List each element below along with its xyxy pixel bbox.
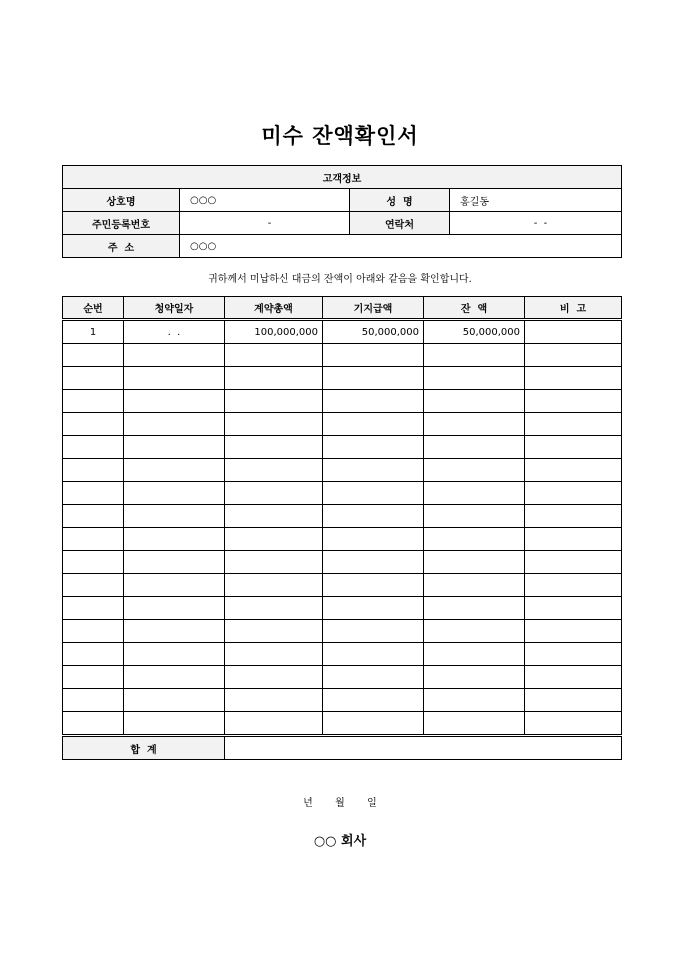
- table-cell[interactable]: 100,000,000: [225, 320, 323, 344]
- table-cell[interactable]: [124, 413, 225, 436]
- table-cell[interactable]: [63, 436, 124, 459]
- total-row: [63, 736, 622, 760]
- table-cell[interactable]: [225, 712, 323, 736]
- table-cell[interactable]: [63, 597, 124, 620]
- table-cell[interactable]: [225, 459, 323, 482]
- id-label: 주민등록번호: [63, 212, 180, 235]
- customer-section-title: 고객정보: [63, 166, 622, 189]
- table-cell[interactable]: [63, 459, 124, 482]
- table-cell[interactable]: [124, 528, 225, 551]
- header-cell: 청약일자: [124, 297, 225, 320]
- table-header-row: [63, 297, 622, 320]
- table-row: [63, 436, 622, 459]
- table-cell[interactable]: [424, 413, 525, 436]
- table-cell[interactable]: [424, 436, 525, 459]
- customer-info-table: [62, 165, 622, 258]
- table-cell[interactable]: [63, 390, 124, 413]
- table-cell[interactable]: [225, 344, 323, 367]
- table-cell[interactable]: [323, 666, 424, 689]
- company-label: 상호명: [63, 189, 180, 212]
- company-name: ○○ 회사: [313, 834, 367, 849]
- address-value[interactable]: ○○○: [180, 235, 622, 258]
- table-cell[interactable]: [323, 712, 424, 736]
- table-cell[interactable]: [525, 367, 622, 390]
- table-cell[interactable]: [525, 528, 622, 551]
- table-cell[interactable]: [225, 643, 323, 666]
- table-cell[interactable]: [323, 413, 424, 436]
- table-cell[interactable]: [124, 436, 225, 459]
- table-cell[interactable]: [225, 390, 323, 413]
- name-label: 성 명: [350, 189, 450, 212]
- table-cell[interactable]: 1: [63, 320, 124, 344]
- table-row: [63, 459, 622, 482]
- table-row: [63, 505, 622, 528]
- table-cell[interactable]: [323, 551, 424, 574]
- header-cell: 기지급액: [323, 297, 424, 320]
- table-cell[interactable]: [424, 666, 525, 689]
- header-cell: 잔 액: [424, 297, 525, 320]
- table-row: [63, 597, 622, 620]
- table-cell[interactable]: [323, 367, 424, 390]
- table-row: [63, 344, 622, 367]
- table-cell[interactable]: [225, 482, 323, 505]
- table-cell[interactable]: [323, 482, 424, 505]
- table-cell[interactable]: [63, 666, 124, 689]
- table-cell[interactable]: [63, 482, 124, 505]
- table-cell[interactable]: [225, 413, 323, 436]
- document-title: 미수 잔액확인서: [261, 124, 419, 148]
- contact-label: 연락처: [350, 212, 450, 235]
- table-row: [63, 574, 622, 597]
- table-cell[interactable]: [424, 505, 525, 528]
- table-cell[interactable]: [525, 551, 622, 574]
- table-cell[interactable]: [525, 712, 622, 736]
- table-cell[interactable]: [124, 505, 225, 528]
- table-row: [63, 689, 622, 712]
- table-cell[interactable]: [124, 689, 225, 712]
- table-cell[interactable]: [63, 620, 124, 643]
- table-cell[interactable]: [525, 666, 622, 689]
- table-cell[interactable]: [323, 689, 424, 712]
- table-cell[interactable]: [525, 597, 622, 620]
- table-cell[interactable]: [424, 574, 525, 597]
- table-cell[interactable]: [124, 459, 225, 482]
- table-cell[interactable]: [323, 436, 424, 459]
- balance-table: [62, 296, 622, 760]
- table-cell[interactable]: [323, 390, 424, 413]
- table-cell[interactable]: [424, 597, 525, 620]
- table-cell[interactable]: [525, 413, 622, 436]
- table-cell[interactable]: [124, 367, 225, 390]
- table-cell[interactable]: [525, 344, 622, 367]
- table-cell[interactable]: [323, 528, 424, 551]
- table-cell[interactable]: [124, 643, 225, 666]
- table-cell[interactable]: [424, 390, 525, 413]
- table-cell[interactable]: [63, 344, 124, 367]
- table-cell[interactable]: [63, 505, 124, 528]
- table-cell[interactable]: [525, 643, 622, 666]
- table-cell[interactable]: [124, 620, 225, 643]
- table-cell[interactable]: [323, 459, 424, 482]
- table-cell[interactable]: [225, 666, 323, 689]
- header-cell: 비 고: [525, 297, 622, 320]
- table-cell[interactable]: [424, 344, 525, 367]
- company-value[interactable]: ○○○: [180, 189, 350, 212]
- table-cell[interactable]: [525, 574, 622, 597]
- header-cell: 계약총액: [225, 297, 323, 320]
- table-cell[interactable]: [525, 620, 622, 643]
- table-cell[interactable]: [63, 712, 124, 736]
- table-row: [63, 528, 622, 551]
- table-row: [63, 712, 622, 736]
- table-cell[interactable]: [424, 689, 525, 712]
- table-cell[interactable]: [225, 689, 323, 712]
- table-cell[interactable]: [124, 551, 225, 574]
- table-cell[interactable]: [323, 620, 424, 643]
- table-cell[interactable]: [124, 712, 225, 736]
- table-cell[interactable]: [323, 344, 424, 367]
- table-cell[interactable]: [63, 367, 124, 390]
- table-cell[interactable]: [525, 482, 622, 505]
- address-label: 주 소: [63, 235, 180, 258]
- table-cell[interactable]: [424, 643, 525, 666]
- table-cell[interactable]: [63, 689, 124, 712]
- table-cell[interactable]: [323, 643, 424, 666]
- table-cell[interactable]: [124, 482, 225, 505]
- table-cell[interactable]: [323, 574, 424, 597]
- total-label: 합 계: [63, 736, 225, 760]
- table-cell[interactable]: [323, 505, 424, 528]
- table-cell[interactable]: [225, 505, 323, 528]
- table-cell[interactable]: [225, 620, 323, 643]
- table-row: [63, 482, 622, 505]
- table-cell[interactable]: [323, 597, 424, 620]
- table-cell[interactable]: [525, 689, 622, 712]
- table-cell[interactable]: [525, 505, 622, 528]
- table-cell[interactable]: [424, 367, 525, 390]
- table-cell[interactable]: [63, 574, 124, 597]
- table-cell[interactable]: [225, 551, 323, 574]
- header-cell: 순번: [63, 297, 124, 320]
- table-cell[interactable]: [424, 482, 525, 505]
- table-cell[interactable]: [63, 413, 124, 436]
- table-row: [63, 643, 622, 666]
- table-cell[interactable]: [124, 597, 225, 620]
- table-row: [63, 390, 622, 413]
- table-cell[interactable]: [225, 436, 323, 459]
- table-cell[interactable]: [63, 643, 124, 666]
- table-cell[interactable]: [525, 390, 622, 413]
- total-value[interactable]: [225, 736, 622, 760]
- table-cell[interactable]: [424, 459, 525, 482]
- table-cell[interactable]: [424, 620, 525, 643]
- table-cell[interactable]: [124, 666, 225, 689]
- table-cell[interactable]: [225, 367, 323, 390]
- table-cell[interactable]: [225, 597, 323, 620]
- table-cell[interactable]: [525, 436, 622, 459]
- confirmation-notice: 귀하께서 미납하신 대금의 잔액이 아래와 같음을 확인합니다.: [208, 274, 472, 285]
- id-value[interactable]: -: [180, 212, 350, 235]
- table-cell[interactable]: [124, 344, 225, 367]
- table-cell[interactable]: [124, 390, 225, 413]
- table-cell[interactable]: [225, 574, 323, 597]
- table-cell[interactable]: [525, 459, 622, 482]
- table-cell[interactable]: 50,000,000: [424, 320, 525, 344]
- table-cell[interactable]: [424, 712, 525, 736]
- table-cell[interactable]: [424, 551, 525, 574]
- table-cell[interactable]: [63, 551, 124, 574]
- table-cell[interactable]: [63, 528, 124, 551]
- table-cell[interactable]: [225, 528, 323, 551]
- contact-value[interactable]: - -: [450, 212, 622, 235]
- name-value[interactable]: 홍길동: [450, 189, 622, 212]
- table-row: [63, 620, 622, 643]
- table-cell[interactable]: [525, 320, 622, 344]
- table-cell[interactable]: [124, 574, 225, 597]
- table-cell[interactable]: . .: [124, 320, 225, 344]
- table-row: [63, 551, 622, 574]
- table-cell[interactable]: 50,000,000: [323, 320, 424, 344]
- table-cell[interactable]: [424, 528, 525, 551]
- date-line: 년 월 일: [303, 798, 377, 809]
- table-row: [63, 367, 622, 390]
- table-row: [63, 320, 622, 344]
- table-row: [63, 666, 622, 689]
- table-row: [63, 413, 622, 436]
